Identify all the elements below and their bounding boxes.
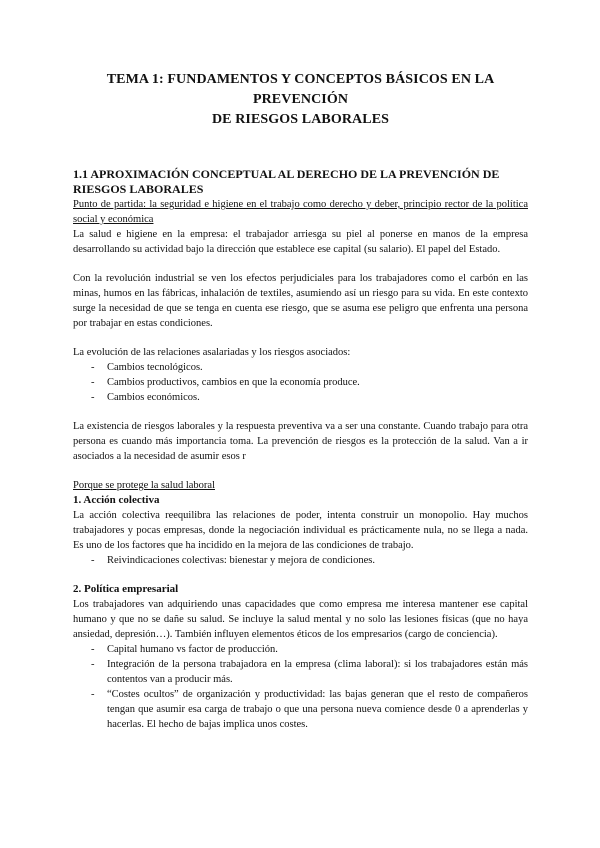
title-line-2: DE RIESGOS LABORALES	[211, 112, 390, 127]
list-item: - Reivindicaciones colectivas: bienestar y mejora de condiciones.	[73, 553, 528, 568]
collective-action-list	[73, 553, 528, 568]
paragraph-health-hygiene: La salud e higiene en la empresa: el trabajador arriesga su piel al ponerse en manos de la empresa desarrollando su actividad bajo la dirección que establece ese capital (su salario). El papel del Estado.	[73, 229, 528, 255]
list-item: - “Costes ocultos” de organización y productividad: las bajas generan que el resto de compañeros tengan que asumir esa carga de trabajo o que una persona nueva comience desde 0 a aprenderlas y hacerlas. El hecho de bajas implica unos costes.	[73, 687, 528, 732]
section-heading-1-1: 1.1 APROXIMACIÓN CONCEPTUAL AL DERECHO DE LA PREVENCIÓN DE RIESGOS LABORALES	[73, 167, 500, 196]
list-item: - Capital humano vs factor de producción.	[73, 642, 528, 657]
title-line-1: TEMA 1: FUNDAMENTOS Y CONCEPTOS BÁSICOS EN LA PREVENCIÓN	[106, 72, 495, 107]
paragraph-business-policy: Los trabajadores van adquiriendo unas capacidades que como empresa me interesa mantener ese capital humano y que no se dañe su salud. Se incluye la salud mental y no solo las lesiones físicas (que no haya ansiedad, depresión…). También influyen elementos éticos de los empresarios (cargo de conciencia).	[73, 599, 528, 640]
list-item: - Cambios productivos, cambios en que la economía produce.	[73, 375, 528, 390]
document-title	[73, 0, 528, 130]
changes-list	[73, 360, 528, 405]
paragraph-collective-action: La acción colectiva reequilibra las relaciones de poder, intenta construir un monopolio. Hay muchos trabajadores y pocas empresas, donde la negociación individual es prácticamente nula, no se llega a nada. Es uno de los factores que ha incidido en la mejora de las condiciones de trabajo.	[73, 510, 528, 551]
paragraph-occupational-risks: La existencia de riesgos laborales y la respuesta preventiva va a ser una constante. Cuando trabajo para otra persona es cuando más importancia toma. La prevención de riesgos es la protección de la salud. Van a ir asociados a la necesidad de asumir esos r	[73, 421, 528, 462]
section-heading-why-protect: Porque se protege la salud laboral	[73, 480, 215, 491]
paragraph-industrial-revolution: Con la revolución industrial se ven los efectos perjudiciales para los trabajadores como el carbón en las minas, humos en las fábricas, inhalación de textiles, asumiendo así un riesgo para su vida. En este contexto surge la necesidad de que se tenga en cuenta ese riesgo, que se asuma ese peligro que enfrenta una persona por trabajar en estas condiciones.	[73, 273, 528, 329]
list-item: - Cambios tecnológicos.	[73, 360, 528, 375]
subsection-heading-business-policy: 2. Política empresarial	[73, 583, 179, 595]
list-item: - Cambios económicos.	[73, 390, 528, 405]
list-item: - Integración de la persona trabajadora en la empresa (clima laboral): si los trabajadores están más contentos van a producir más.	[73, 657, 528, 687]
paragraph-evolution: La evolución de las relaciones asalariadas y los riesgos asociados:	[73, 347, 351, 358]
business-policy-list	[73, 642, 528, 732]
subsection-heading-collective-action: 1. Acción colectiva	[73, 494, 160, 506]
starting-point-text: Punto de partida: la seguridad e higiene en el trabajo como derecho y deber, principio rector de la política social y económica	[73, 199, 528, 225]
